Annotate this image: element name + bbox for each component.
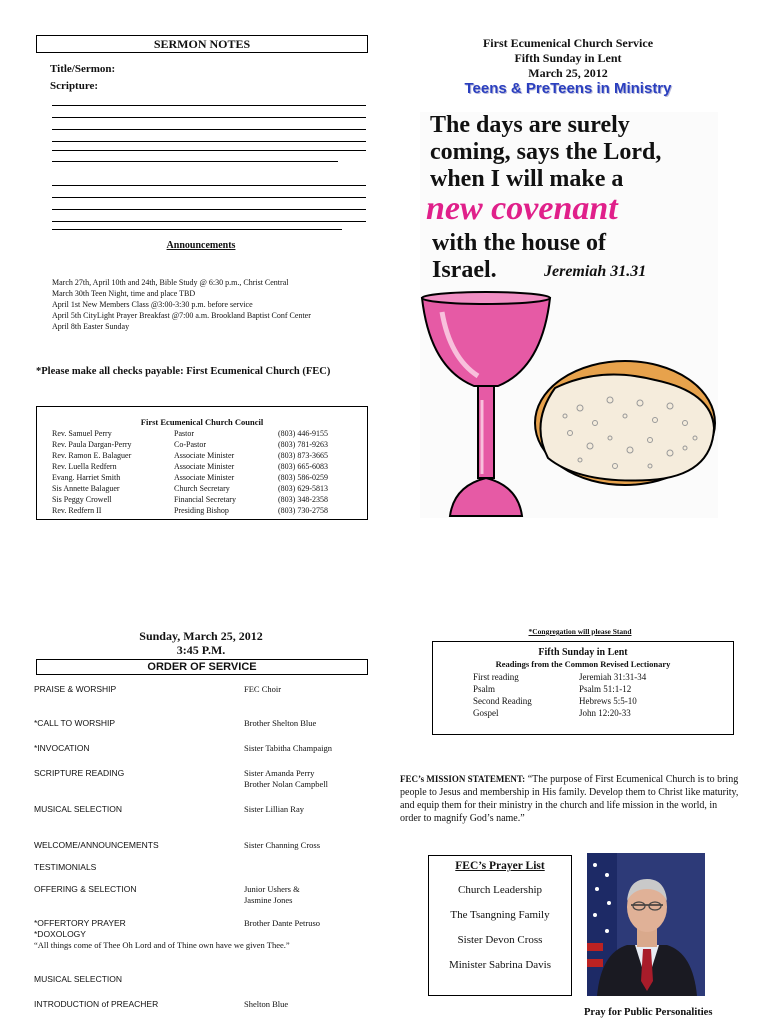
verse-text	[430, 112, 661, 193]
reading-reference: Psalm 51:1-12	[579, 684, 632, 694]
reading-row	[473, 707, 699, 719]
lectionary-readings-box	[432, 641, 734, 735]
service-item-leader: Brother Shelton Blue	[244, 718, 317, 728]
council-title: First Ecumenical Church Council	[140, 417, 264, 427]
church-council-box	[36, 406, 368, 520]
reading-reference: Hebrews 5:5-10	[579, 696, 637, 706]
service-item-leader: Jasmine Jones	[244, 895, 293, 905]
readings-table	[473, 671, 699, 719]
sermon-notes-header: SERMON NOTES	[36, 35, 368, 53]
reading-row	[473, 683, 699, 695]
prayer-list-item: The Tsangning Family	[450, 909, 550, 921]
announcement-item: April 1st New Members Class @3:00-3:30 p.m. before service	[52, 300, 253, 309]
service-time: 3:45 P.M.	[176, 643, 226, 657]
service-item-name: PRAISE & WORSHIP	[34, 684, 117, 694]
mission-text: “The purpose of First Ecumenical Church is to bring people to Jesus and membership in His family. Develop them to Christ like maturity, and equip them for their ministry in the church and life mission in the world, in order to magnify God’s name.”	[400, 774, 739, 824]
bread-slice	[540, 375, 714, 481]
cover-heading	[418, 36, 718, 81]
council-name: Rev. Redfern II	[52, 506, 102, 515]
council-role: Co-Pastor	[174, 440, 206, 449]
prayer-list-title: FEC’s Prayer List	[455, 860, 545, 872]
council-row	[52, 461, 358, 472]
verse-line: Israel.	[432, 257, 497, 283]
verse-line: with the house of	[432, 230, 607, 256]
council-row	[52, 505, 358, 516]
service-item-leader: FEC Choir	[244, 684, 282, 694]
council-name: Rev. Luella Redfern	[52, 462, 117, 471]
cover-sunday: Fifth Sunday in Lent	[514, 51, 622, 65]
council-role: Financial Secretary	[174, 495, 236, 504]
council-row	[52, 472, 358, 483]
prayer-list-item: Sister Devon Cross	[457, 934, 543, 946]
service-date: Sunday, March 25, 2012	[139, 629, 263, 643]
council-phone: (803) 446-9155	[278, 429, 328, 438]
reading-label: First reading	[473, 672, 519, 682]
reading-reference: John 12:20-33	[579, 708, 631, 718]
readings-title: Fifth Sunday in Lent	[538, 647, 628, 658]
reading-label: Psalm	[473, 684, 496, 694]
cover-artwork	[420, 112, 718, 518]
doxology-text: “All things come of Thee Oh Lord and of Thine own have we given Thee.”	[34, 940, 290, 950]
announcements-list	[52, 277, 382, 332]
service-item-leader: Brother Nolan Campbell	[244, 779, 329, 789]
service-item-leader: Sister Lillian Ray	[244, 804, 304, 814]
council-role: Church Secretary	[174, 484, 230, 493]
reading-row	[473, 695, 699, 707]
public-figure-portrait	[587, 853, 705, 996]
ministry-title: Teens & PreTeens in Ministry	[464, 80, 672, 97]
new-covenant-text: new covenant	[426, 190, 618, 227]
council-phone: (803) 348-2358	[278, 495, 328, 504]
service-item-name: INTRODUCTION of PREACHER	[34, 999, 159, 1009]
cover-date: March 25, 2012	[528, 66, 608, 80]
council-phone: (803) 730-2758	[278, 506, 328, 515]
announcement-item: April 5th CityLight Prayer Breakfast @7:00 a.m. Brookland Baptist Conf Center	[52, 311, 311, 320]
council-phone: (803) 781-9263	[278, 440, 328, 449]
council-role: Pastor	[174, 429, 194, 438]
council-name: Evang. Harriet Smith	[52, 473, 121, 482]
council-row	[52, 483, 358, 494]
reading-label: Second Reading	[473, 696, 532, 706]
checks-payable-note: *Please make all checks payable: First Ecumenical Church (FEC)	[36, 366, 331, 377]
service-item-name: *DOXOLOGY	[34, 929, 86, 939]
council-row	[52, 450, 358, 461]
council-role: Associate Minister	[174, 462, 235, 471]
announcement-item: April 8th Easter Sunday	[52, 322, 130, 331]
announcement-item: March 27th, April 10th and 24th, Bible Study @ 6:30 p.m., Christ Central	[52, 278, 289, 287]
council-phone: (803) 665-6083	[278, 462, 328, 471]
service-item-leader: Sister Channing Cross	[244, 840, 321, 850]
prayer-list-item: Minister Sabrina Davis	[448, 959, 552, 971]
order-of-service-header: ORDER OF SERVICE	[36, 659, 368, 675]
service-item-name: MUSICAL SELECTION	[34, 974, 123, 984]
reading-label: Gospel	[473, 708, 499, 718]
service-item-leader: Brother Dante Petruso	[244, 918, 321, 928]
council-phone: (803) 629-5813	[278, 484, 328, 493]
council-name: Sis Annette Balaguer	[52, 484, 120, 493]
service-item-name: TESTIMONIALS	[34, 862, 97, 872]
service-item-name: MUSICAL SELECTION	[34, 804, 123, 814]
cover-church-name: First Ecumenical Church Service	[482, 36, 654, 50]
scripture-label: Scripture:	[50, 80, 99, 92]
service-datetime	[36, 629, 366, 657]
reading-row	[473, 671, 699, 683]
council-role: Associate Minister	[174, 451, 235, 460]
council-role: Associate Minister	[174, 473, 235, 482]
council-row	[52, 439, 358, 450]
service-item-name: SCRIPTURE READING	[34, 768, 125, 778]
prayer-list-item: Church Leadership	[458, 884, 542, 896]
service-item-name: OFFERING & SELECTION	[34, 884, 137, 894]
stand-note: *Congregation will please Stand	[528, 627, 632, 636]
chalice-and-bread-illustration	[420, 288, 718, 518]
council-name: Rev. Samuel Perry	[52, 429, 112, 438]
service-item-leader: Shelton Blue	[244, 999, 289, 1009]
sermon-title-label: Title/Sermon:	[50, 63, 116, 75]
readings-subtitle: Readings from the Common Revised Lectionary	[495, 659, 671, 669]
service-item-name: *INVOCATION	[34, 743, 90, 753]
council-row	[52, 494, 358, 505]
public-personalities-caption: Pray for Public Personalities	[584, 1007, 713, 1018]
mission-statement	[400, 773, 740, 825]
council-phone: (803) 586-0259	[278, 473, 328, 482]
prayer-list-box	[428, 855, 572, 996]
council-name: Rev. Paula Dargan-Perry	[52, 440, 132, 449]
service-item-leader: Junior Ushers &	[244, 884, 300, 894]
chalice-base	[450, 478, 522, 516]
service-item-name: *CALL TO WORSHIP	[34, 718, 116, 728]
council-role: Presiding Bishop	[174, 506, 229, 515]
announcement-item: March 30th Teen Night, time and place TBD	[52, 289, 196, 298]
council-name: Rev. Ramon E. Balaguer	[52, 451, 132, 460]
council-row	[52, 428, 358, 439]
service-item-name: WELCOME/ANNOUNCEMENTS	[34, 840, 159, 850]
council-name: Sis Peggy Crowell	[52, 495, 112, 504]
verse-line: coming, says the Lord,	[430, 139, 662, 165]
council-table	[52, 428, 358, 516]
announcements-heading: Announcements	[166, 240, 236, 251]
chalice-cup	[422, 298, 550, 386]
service-item-name: *OFFERTORY PRAYER	[34, 918, 126, 928]
mission-label: FEC’s MISSION STATEMENT:	[400, 774, 526, 784]
verse-line: The days are surely	[430, 112, 630, 138]
council-phone: (803) 873-3665	[278, 451, 328, 460]
verse-line: when I will make a	[430, 166, 624, 192]
service-item-leader: Sister Tabitha Champaign	[244, 743, 333, 753]
service-item-leader: Sister Amanda Perry	[244, 768, 315, 778]
chalice-stem	[478, 386, 494, 478]
reading-reference: Jeremiah 31:31-34	[579, 672, 647, 682]
verse-reference: Jeremiah 31.31	[544, 263, 647, 280]
